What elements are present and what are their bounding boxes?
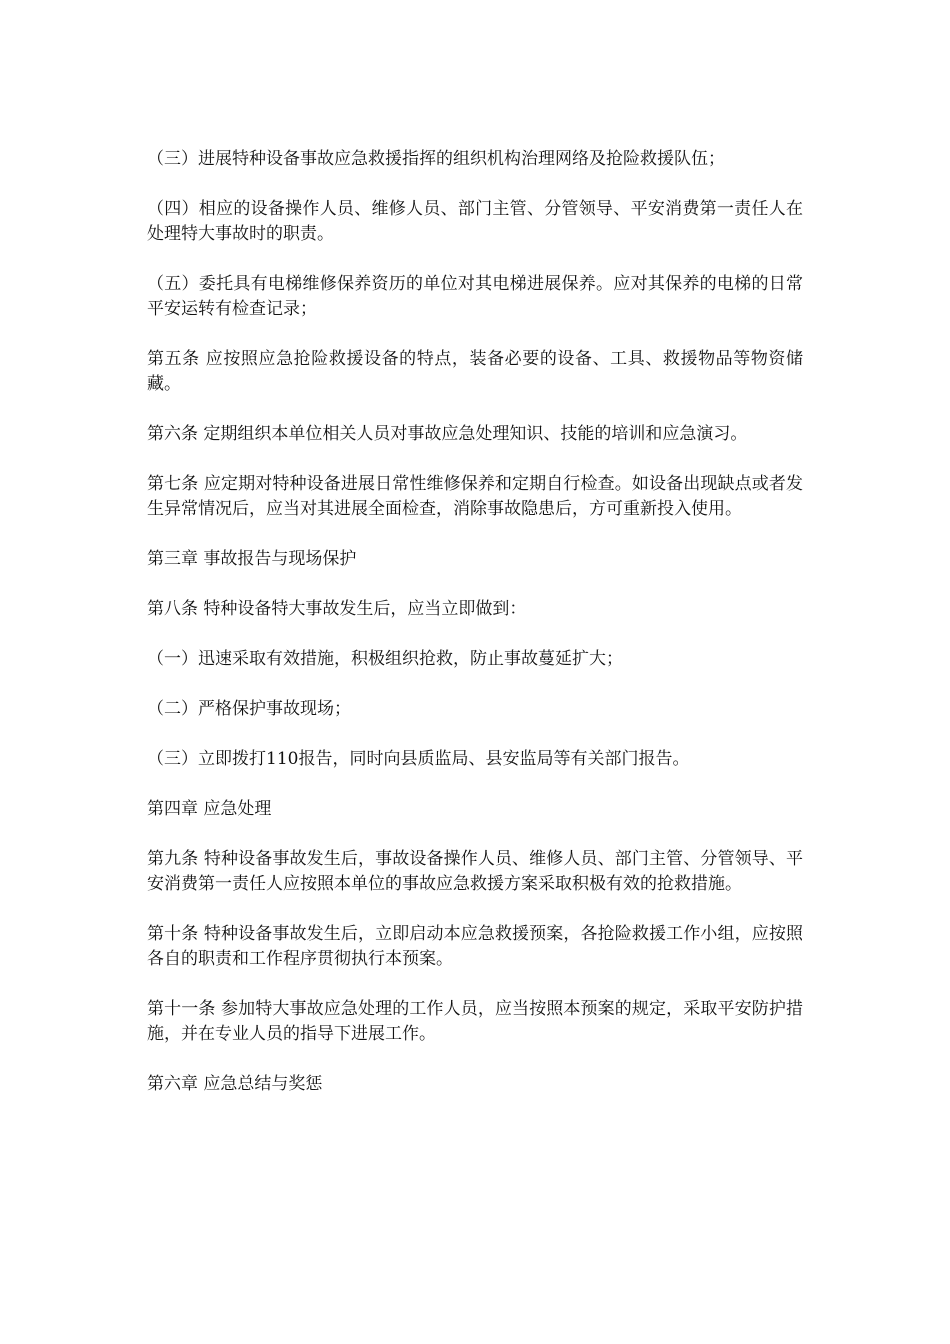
article-8-item-3: （三）立即拨打110报告，同时向县质监局、县安监局等有关部门报告。 [147, 749, 690, 769]
chapter-3-heading: 第三章 事故报告与现场保护 [147, 549, 357, 569]
paragraph-elevator-maintenance: （五）委托具有电梯维修保养资历的单位对其电梯进展保养。应对其保养的电梯的日常平安运转有检查记录； [147, 274, 803, 319]
article-5: 第五条 应按照应急抢险救援设备的特点，装备必要的设备、工具、救援物品等物资储藏。 [147, 349, 803, 394]
article-10: 第十条 特种设备事故发生后，立即启动本应急救援预案，各抢险救援工作小组，应按照各自的职责和工作程序贯彻执行本预案。 [147, 924, 803, 969]
paragraph-duty-organization: （三）进展特种设备事故应急救援指挥的组织机构治理网络及抢险救援队伍； [147, 149, 725, 169]
article-8-item-2: （二）严格保护事故现场； [147, 699, 351, 719]
chapter-6-heading: 第六章 应急总结与奖惩 [147, 1074, 323, 1094]
paragraph-personnel-duties: （四）相应的设备操作人员、维修人员、部门主管、分管领导、平安消费第一责任人在处理特大事故时的职责。 [147, 199, 803, 244]
chapter-4-heading: 第四章 应急处理 [147, 799, 272, 819]
article-9: 第九条 特种设备事故发生后，事故设备操作人员、维修人员、部门主管、分管领导、平安消费第一责任人应按照本单位的事故应急救援方案采取积极有效的抢救措施。 [147, 849, 803, 894]
article-6: 第六条 定期组织本单位相关人员对事故应急处理知识、技能的培训和应急演习。 [147, 424, 748, 444]
document-page [147, 147, 803, 1122]
article-11: 第十一条 参加特大事故应急处理的工作人员，应当按照本预案的规定，采取平安防护措施，并在专业人员的指导下进展工作。 [147, 999, 803, 1044]
article-8: 第八条 特种设备特大事故发生后，应当立即做到： [147, 599, 527, 619]
article-7: 第七条 应定期对特种设备进展日常性维修保养和定期自行检查。如设备出现缺点或者发生异常情况后，应当对其进展全面检查，消除事故隐患后，方可重新投入使用。 [147, 474, 803, 519]
article-8-item-1: （一）迅速采取有效措施，积极组织抢救，防止事故蔓延扩大； [147, 649, 623, 669]
